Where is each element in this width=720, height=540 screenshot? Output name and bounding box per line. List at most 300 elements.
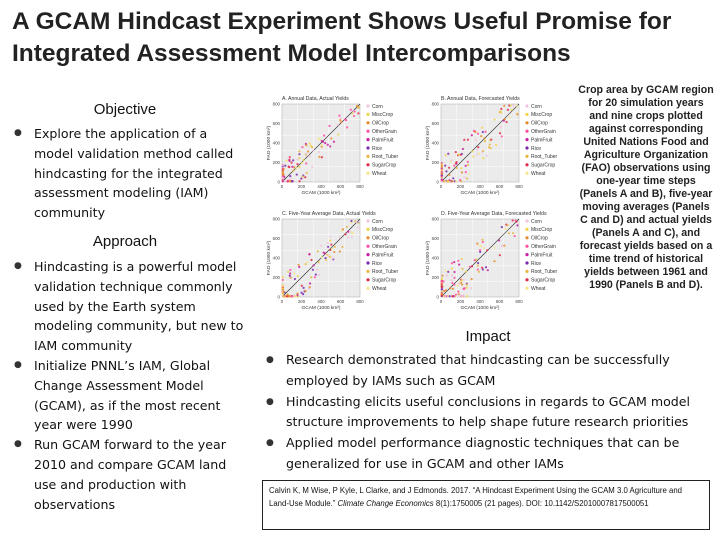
data-point: [327, 144, 329, 146]
data-point: [282, 164, 284, 166]
data-point: [471, 265, 473, 267]
data-point: [503, 120, 505, 122]
objective-bullet: ● Explore the application of a model validation method called hindcasting for the integrated assessment modeling (IAM) community: [12, 124, 240, 223]
data-point: [445, 289, 447, 291]
impact-bullet: ● Hindcasting elicits useful conclusions in regards to GCAM model structure improvements to help shape future research priorities: [264, 392, 714, 434]
data-point: [313, 264, 315, 266]
legend-swatch: [525, 287, 528, 290]
data-point: [293, 272, 295, 274]
legend-label: OtherGrain: [531, 129, 556, 135]
data-point: [499, 111, 501, 113]
scatter-panel: [266, 96, 399, 196]
data-point: [481, 127, 483, 129]
data-point: [350, 109, 352, 111]
data-point: [295, 167, 297, 169]
data-point: [451, 279, 453, 281]
legend-label: Corn: [531, 103, 542, 110]
data-point: [327, 255, 329, 257]
data-point: [455, 293, 457, 295]
data-point: [306, 261, 308, 263]
data-point: [463, 139, 465, 141]
data-point: [292, 170, 294, 172]
data-point: [295, 295, 297, 297]
x-tick-label: 600: [336, 299, 345, 304]
x-tick-label: 200: [297, 184, 306, 189]
data-point: [460, 167, 462, 169]
y-axis-label: FAO (1000 km²): [426, 240, 431, 276]
data-point: [467, 161, 469, 163]
data-point: [332, 257, 334, 259]
data-point: [297, 275, 299, 277]
data-point: [328, 125, 330, 127]
y-axis-label: FAO (1000 km²): [426, 125, 431, 161]
data-point: [290, 276, 292, 278]
data-point: [327, 246, 329, 248]
y-tick-label: 800: [431, 216, 439, 222]
data-point: [507, 109, 509, 111]
data-point: [329, 239, 331, 241]
data-point: [514, 235, 516, 237]
y-tick-label: 800: [272, 216, 280, 222]
data-point: [350, 220, 352, 222]
data-point: [511, 109, 513, 111]
x-tick-label: 600: [495, 184, 504, 189]
data-point: [476, 149, 478, 151]
data-point: [445, 154, 447, 156]
data-point: [461, 279, 463, 281]
data-point: [500, 126, 502, 128]
data-point: [474, 131, 476, 133]
data-point: [455, 151, 457, 153]
data-point: [445, 270, 447, 272]
data-point: [444, 295, 446, 297]
data-point: [284, 165, 286, 167]
data-point: [441, 286, 443, 288]
data-point: [297, 264, 299, 266]
approach-heading: Approach: [92, 233, 158, 250]
data-point: [460, 154, 462, 156]
data-point: [298, 153, 300, 155]
legend-swatch: [366, 155, 369, 158]
data-point: [298, 266, 300, 268]
legend-swatch: [525, 245, 528, 248]
panel-title: C. Five-Year Average Data, Actual Yields: [282, 211, 376, 217]
data-point: [505, 228, 507, 230]
data-point: [441, 288, 443, 290]
data-point: [351, 236, 353, 238]
data-point: [329, 235, 331, 237]
data-point: [316, 268, 318, 270]
x-tick-label: 0: [280, 184, 284, 189]
legend-swatch: [366, 270, 369, 273]
data-point: [466, 177, 468, 179]
x-tick-label: 200: [297, 299, 306, 304]
impact-bullet: ● Applied model performance diagnostic techniques that can be generalized for use in GCAM and other IAMs: [264, 433, 714, 475]
data-point: [341, 246, 343, 248]
data-point: [330, 137, 332, 139]
data-point: [290, 295, 292, 297]
data-point: [501, 135, 503, 137]
data-point: [479, 249, 481, 251]
data-point: [339, 250, 341, 252]
data-point: [298, 150, 300, 152]
legend-swatch: [525, 228, 528, 231]
data-point: [499, 254, 501, 256]
data-point: [490, 139, 492, 141]
data-point: [467, 139, 469, 141]
data-point: [282, 180, 284, 182]
legend-label: Root_Tuber: [372, 154, 399, 161]
data-point: [287, 180, 289, 182]
data-point: [302, 175, 304, 177]
data-point: [512, 219, 514, 221]
legend-label: Rice: [531, 260, 542, 267]
legend-label: Corn: [372, 218, 383, 225]
x-tick-label: 200: [456, 184, 465, 189]
data-point: [298, 157, 300, 159]
data-point: [319, 138, 321, 140]
data-point: [325, 259, 327, 261]
legend-swatch: [366, 278, 369, 281]
data-point: [282, 172, 284, 174]
legend-label: OilCrop: [372, 235, 389, 242]
data-point: [296, 173, 298, 175]
data-point: [471, 134, 473, 136]
legend-swatch: [366, 121, 369, 124]
data-point: [288, 160, 290, 162]
data-point: [512, 232, 514, 234]
y-tick-label: 200: [272, 160, 280, 165]
data-point: [354, 110, 356, 112]
legend-swatch: [525, 104, 528, 107]
data-point: [321, 256, 323, 258]
data-point: [451, 262, 453, 264]
data-point: [461, 268, 463, 270]
data-point: [477, 264, 479, 266]
y-tick-label: 0: [277, 179, 280, 185]
legend-swatch: [525, 253, 528, 256]
data-point: [337, 134, 339, 136]
data-point: [467, 164, 469, 166]
data-point: [329, 145, 331, 147]
data-point: [310, 276, 312, 278]
data-point: [453, 277, 455, 279]
x-tick-label: 800: [356, 299, 364, 304]
data-point: [501, 245, 503, 247]
y-tick-label: 600: [272, 121, 280, 126]
data-point: [323, 135, 325, 137]
data-point: [486, 249, 488, 251]
data-point: [471, 278, 473, 280]
data-point: [357, 107, 359, 109]
data-point: [445, 170, 447, 172]
data-point: [350, 231, 352, 233]
legend-label: PalmFruit: [531, 137, 553, 144]
legend-swatch: [366, 172, 369, 175]
citation-box: [262, 480, 710, 530]
data-point: [317, 250, 319, 252]
legend-label: Wheat: [531, 171, 546, 177]
data-point: [308, 253, 310, 255]
data-point: [477, 146, 479, 148]
data-point: [451, 275, 453, 277]
x-tick-label: 800: [356, 184, 364, 189]
data-point: [312, 149, 314, 151]
legend-label: MiscCrop: [531, 227, 553, 234]
legend-swatch: [366, 113, 369, 116]
legend-swatch: [366, 219, 369, 222]
y-tick-label: 0: [436, 179, 439, 185]
data-point: [441, 167, 443, 169]
data-point: [456, 285, 458, 287]
legend-label: PalmFruit: [372, 252, 394, 259]
legend-label: OilCrop: [531, 120, 548, 127]
data-point: [482, 131, 484, 133]
data-point: [298, 166, 300, 168]
data-point: [333, 141, 335, 143]
data-point: [293, 295, 295, 297]
y-tick-label: 200: [272, 275, 280, 280]
data-point: [465, 165, 467, 167]
x-tick-label: 200: [456, 299, 465, 304]
legend-swatch: [525, 236, 528, 239]
data-point: [480, 135, 482, 137]
data-point: [351, 112, 353, 114]
data-point: [493, 118, 495, 120]
data-point: [312, 269, 314, 271]
data-point: [291, 166, 293, 168]
data-point: [318, 274, 320, 276]
x-axis-label: GCAM (1000 km²): [460, 306, 500, 311]
legend-swatch: [366, 228, 369, 231]
data-point: [309, 282, 311, 284]
data-point: [506, 224, 508, 226]
y-axis-label: FAO (1000 km²): [267, 125, 272, 161]
data-point: [516, 113, 518, 115]
data-point: [355, 221, 357, 223]
data-point: [324, 252, 326, 254]
data-point: [309, 142, 311, 144]
data-point: [461, 171, 463, 173]
data-point: [311, 146, 313, 148]
data-point: [453, 271, 455, 273]
legend-swatch: [525, 138, 528, 141]
data-point: [282, 292, 284, 294]
data-point: [486, 155, 488, 157]
x-tick-label: 400: [317, 299, 325, 304]
data-point: [499, 132, 501, 134]
data-point: [458, 282, 460, 284]
legend-label: Root_Tuber: [372, 269, 399, 276]
data-point: [284, 180, 286, 182]
data-point: [339, 117, 341, 119]
data-point: [508, 232, 510, 234]
data-point: [449, 287, 451, 289]
data-point: [470, 287, 472, 289]
legend-label: SugarCrop: [531, 277, 556, 284]
data-point: [466, 283, 468, 285]
legend-swatch: [366, 138, 369, 141]
data-point: [344, 233, 346, 235]
x-tick-label: 800: [515, 184, 523, 189]
data-point: [451, 282, 453, 284]
data-point: [472, 155, 474, 157]
data-point: [282, 295, 284, 297]
data-point: [345, 119, 347, 121]
data-point: [289, 177, 291, 179]
objective-list: [12, 124, 240, 223]
data-point: [453, 284, 455, 286]
data-point: [288, 166, 290, 168]
legend-swatch: [525, 113, 528, 116]
data-point: [340, 121, 342, 123]
legend-label: Corn: [531, 218, 542, 225]
legend-label: OilCrop: [372, 120, 389, 127]
data-point: [458, 153, 460, 155]
hindcast-scatter-figure: [262, 92, 580, 322]
data-point: [329, 249, 331, 251]
data-point: [458, 264, 460, 266]
impact-heading: Impact: [465, 328, 511, 345]
data-point: [465, 271, 467, 273]
data-point: [441, 171, 443, 173]
legend-label: SugarCrop: [372, 277, 397, 284]
data-point: [471, 150, 473, 152]
data-point: [342, 228, 344, 230]
legend-label: SugarCrop: [531, 162, 556, 169]
data-point: [289, 156, 291, 158]
y-tick-label: 600: [431, 236, 439, 241]
data-point: [508, 116, 510, 118]
data-point: [288, 295, 290, 297]
data-point: [446, 274, 448, 276]
data-point: [327, 242, 329, 244]
data-point: [468, 173, 470, 175]
scatter-panel: [425, 96, 558, 196]
x-axis-label: GCAM (1000 km²): [460, 191, 500, 196]
data-point: [478, 271, 480, 273]
legend-swatch: [366, 261, 369, 264]
data-point: [441, 165, 443, 167]
data-point: [297, 158, 299, 160]
legend-swatch: [525, 130, 528, 133]
panel-title: B. Annual Data, Forecasted Yields: [441, 96, 520, 102]
legend-swatch: [525, 270, 528, 273]
data-point: [338, 115, 340, 117]
x-tick-label: 800: [515, 299, 523, 304]
data-point: [282, 288, 284, 290]
data-point: [457, 291, 459, 293]
data-point: [481, 239, 483, 241]
data-point: [485, 266, 487, 268]
data-point: [515, 221, 517, 223]
approach-list: [12, 257, 244, 514]
data-point: [479, 244, 481, 246]
data-point: [463, 176, 465, 178]
data-point: [458, 293, 460, 295]
y-tick-label: 400: [272, 140, 280, 146]
data-point: [305, 144, 307, 146]
data-point: [477, 268, 479, 270]
y-tick-label: 800: [431, 101, 439, 107]
data-point: [321, 156, 323, 158]
legend-swatch: [525, 163, 528, 166]
data-point: [441, 173, 443, 175]
data-point: [505, 121, 507, 123]
figure-caption: Crop area by GCAM region for 20 simulation years and nine crops plotted against corresponding United Nations Food and Agriculture Organization (FAO) observations using one-year time steps (Panels A and B), five-year moving averages (Panels C and D) and actual yields (Panels A and C), and forecast yields based on a time trend of historical yields between 1961 and 1990 (Panels B and D).: [578, 84, 714, 291]
data-point: [469, 266, 471, 268]
x-tick-label: 0: [280, 299, 284, 304]
data-point: [301, 285, 303, 287]
data-point: [301, 162, 303, 164]
x-tick-label: 600: [495, 299, 504, 304]
y-tick-label: 400: [431, 255, 439, 261]
data-point: [310, 259, 312, 261]
legend-swatch: [525, 278, 528, 281]
approach-bullet: ● Run GCAM forward to the year 2010 and compare GCAM land use and production with observations: [12, 435, 244, 514]
y-tick-label: 400: [272, 255, 280, 261]
data-point: [465, 171, 467, 173]
legend-label: MiscCrop: [372, 112, 394, 119]
legend-swatch: [366, 104, 369, 107]
data-point: [324, 257, 326, 259]
data-point: [441, 275, 443, 277]
data-point: [292, 180, 294, 182]
data-point: [303, 287, 305, 289]
data-point: [484, 131, 486, 133]
data-point: [347, 231, 349, 233]
x-tick-label: 400: [317, 184, 325, 189]
y-axis-label: FAO (1000 km²): [267, 240, 272, 276]
data-point: [461, 258, 463, 260]
legend-swatch: [525, 261, 528, 264]
data-point: [451, 180, 453, 182]
data-point: [441, 293, 443, 295]
data-point: [294, 278, 296, 280]
legend-label: Wheat: [372, 171, 387, 177]
scatter-panel: [266, 211, 399, 311]
legend-label: PalmFruit: [372, 137, 394, 144]
y-tick-label: 600: [272, 236, 280, 241]
data-point: [289, 269, 291, 271]
y-tick-label: 800: [272, 101, 280, 107]
legend-swatch: [525, 121, 528, 124]
data-point: [289, 180, 291, 182]
data-point: [357, 222, 359, 224]
data-point: [477, 262, 479, 264]
data-point: [487, 269, 489, 271]
data-point: [305, 263, 307, 265]
data-point: [346, 226, 348, 228]
legend-label: Root_Tuber: [531, 269, 558, 276]
data-point: [298, 180, 300, 182]
data-point: [292, 159, 294, 161]
data-point: [453, 165, 455, 167]
legend-label: SugarCrop: [372, 162, 397, 169]
panel-title: D. Five-Year Average Data, Forecasted Yields: [441, 211, 547, 217]
legend-label: MiscCrop: [531, 112, 553, 119]
data-point: [484, 140, 486, 142]
data-point: [495, 144, 497, 146]
scatter-panel: [425, 211, 558, 311]
data-point: [482, 241, 484, 243]
data-point: [463, 279, 465, 281]
data-point: [501, 226, 503, 228]
data-point: [441, 280, 443, 282]
y-tick-label: 200: [431, 160, 439, 165]
data-point: [357, 112, 359, 114]
data-point: [353, 115, 355, 117]
